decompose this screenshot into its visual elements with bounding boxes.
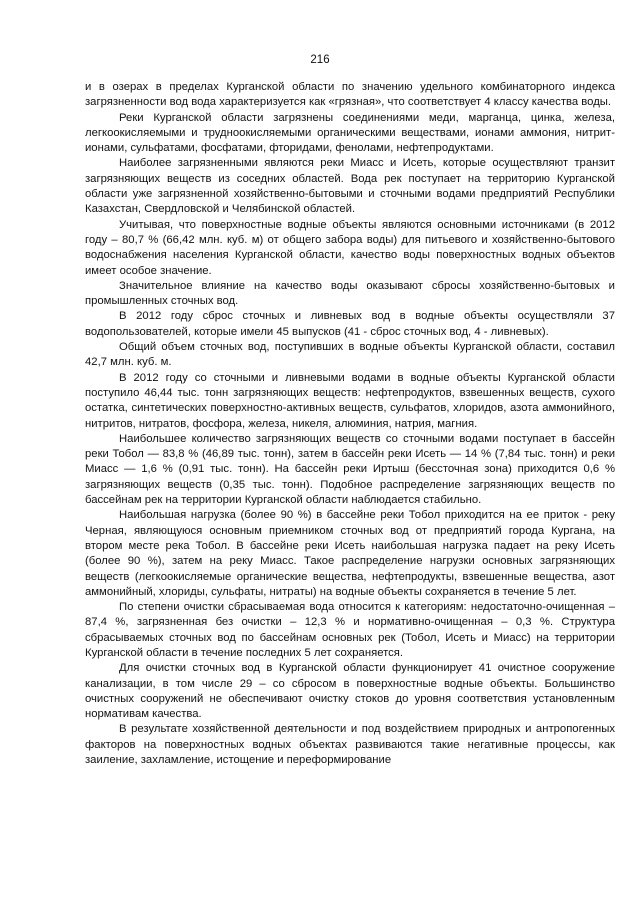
paragraph: Наиболее загрязненными являются реки Миасс и Исеть, которые осуществляют транзит загрязняющих веществ из соседних областей. Вода рек поступает на территорию Курганской области уже загрязненной хозяйственно-бытовыми и сточными водами предприятий Республики Казахстан, Свердловской и Челябинской областей. xyxy=(85,157,615,216)
paragraph: Наибольшее количество загрязняющих веществ со сточными водами поступает в бассейн реки Тобол — 83,8 % (46,89 тыс. тонн), затем в бассейн реки Исеть — 14 % (7,84 тыс. тонн) и реки Миасс — 1,6 % (0,91 тыс. тонн). На бассейн реки Иртыш (бессточная зона) приходится 0,6 % загрязняющих веществ (0,35 тыс. тонн). Подобное распределение загрязняющих веществ по бассейнам рек на территории Курганской области наблюдается стабильно. xyxy=(85,432,615,507)
paragraph: Реки Курганской области загрязнены соединениями меди, марганца, цинка, железа, легкоокисляемыми и трудноокисляемыми органическими веществами, ионами аммония, нитрит-ионами, сульфатами, фосфатами, фторидами, фенолами, нефтепродуктами. xyxy=(85,111,615,155)
paragraph: Общий объем сточных вод, поступивших в водные объекты Курганской области, составил 42,7 млн. куб. м. xyxy=(85,341,615,369)
paragraph: Значительное влияние на качество воды оказывают сбросы хозяйственно-бытовых и промышленных сточных вод. xyxy=(85,279,615,308)
page-number: 216 xyxy=(310,54,330,66)
paragraph: Наибольшая нагрузка (более 90 %) в бассейне реки Тобол приходится на ее приток - реку Черная, являющуюся основным приемником сточных вод от предприятий города Кургана, на втором месте река Тобол. В бассейне реки Исеть наибольшая нагрузка падает на реку Исеть (более 90 %), затем на реку Миасс. Такое распределение нагрузки основных загрязняющих веществ (легкоокисляемые органические вещества, нефтепродукты, взвешенные вещества, азот аммонийный, хлориды, сульфаты, нитраты) на водные объекты сохраняется в течение 5 лет. xyxy=(85,509,615,598)
paragraph: В 2012 году со сточными и ливневыми водами в водные объекты Курганской области поступило 46,44 тыс. тонн загрязняющих веществ: нефтепродуктов, взвешенных веществ, сухого остатка, синтетических поверхностно-активных веществ, сульфатов, хлоридов, азота аммонийного, нитритов, нитратов, фосфора, железа, никеля, алюминия, натрия, магния. xyxy=(85,371,615,430)
paragraph: Для очистки сточных вод в Курганской области функционирует 41 очистное сооружение канализации, в том числе 29 – со сбросом в поверхностные водные объекты. Большинство очистных сооружений не обеспечивают очистку стоков до уровня соответствия установленным нормативам качества. xyxy=(85,662,615,721)
paragraph: и в озерах в пределах Курганской области по значению удельного комбинаторного индекса загрязненности вод вода характеризуется как «грязная», что соответствует 4 классу качества воды. xyxy=(85,81,615,109)
paragraph: Учитывая, что поверхностные водные объекты являются основными источниками (в 2012 году – 80,7 % (66,42 млн. куб. м) от общего забора воды) для питьевого и хозяйственно-бытового водоснабжения населения Курганской области, качество воды поверхностных водных объектов имеет особое значение. xyxy=(85,218,615,277)
paragraph: В 2012 году сброс сточных и ливневых вод в водные объекты осуществляли 37 водопользователей, которые имели 45 выпусков (41 - сброс сточных вод, 4 - ливневых). xyxy=(85,310,615,338)
body-text xyxy=(85,80,615,768)
paragraph: В результате хозяйственной деятельности и под воздействием природных и антропогенных факторов на поверхностных водных объектах развиваются такие негативные процессы, как заиление, захламление, истощение и переформирование xyxy=(85,723,615,767)
paragraph: По степени очистки сбрасываемая вода относится к категориям: недостаточно-очищенная – 87,4 %, загрязненная без очистки – 12,3 % и нормативно-очищенная – 0,3 %. Структура сбрасываемых сточных вод по бассейнам основных рек (Тобол, Исеть и Миасс) на территории Курганской области в течение последних 5 лет сохраняется. xyxy=(85,601,615,659)
